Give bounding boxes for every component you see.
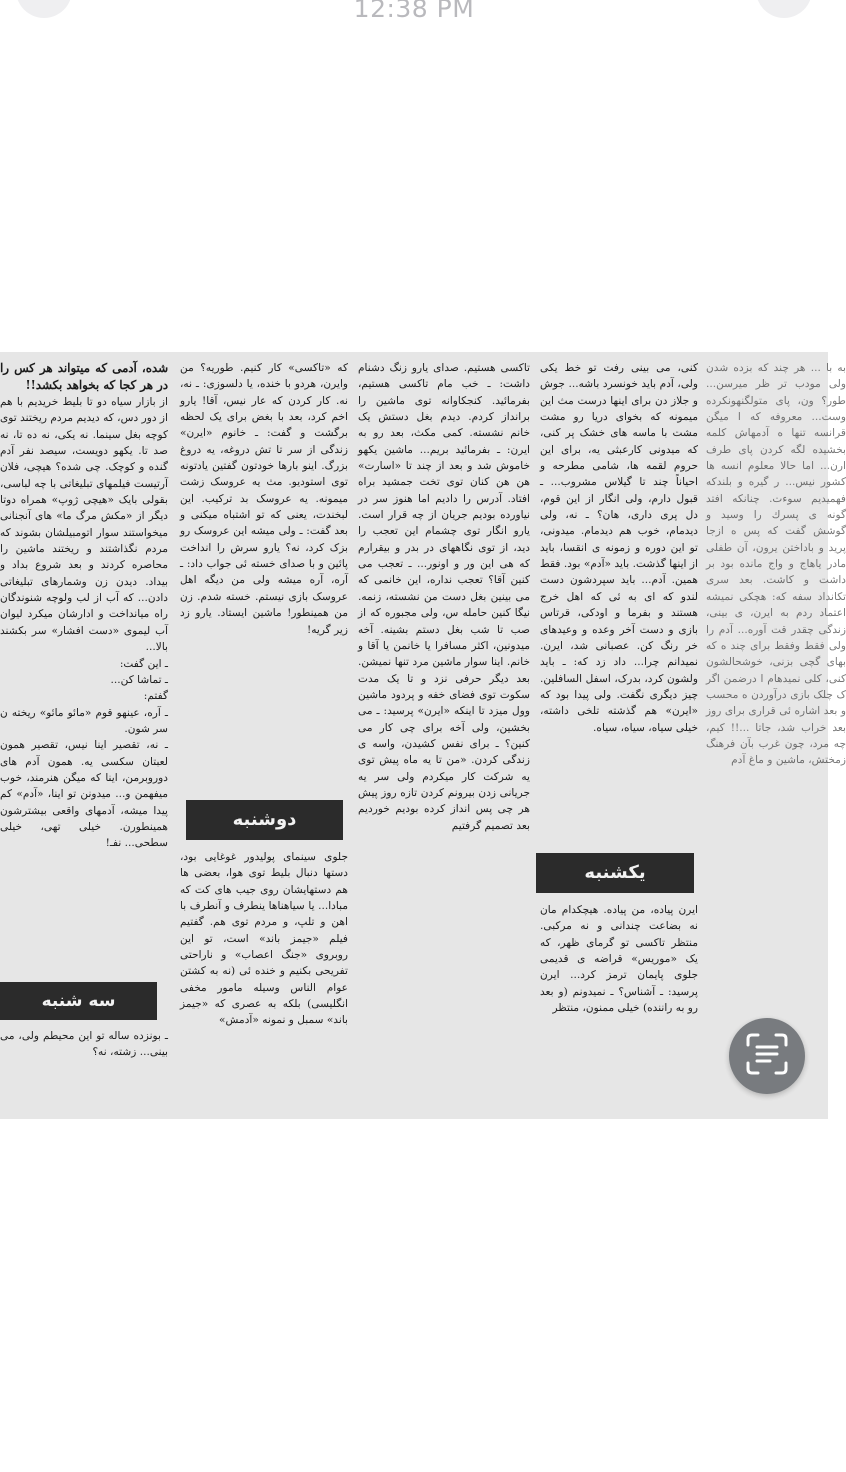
column-1-dialogue-4: ـ آره، عینهو قوم «مائو مائو» ریخته ن سر شون.: [0, 706, 168, 735]
column-5-text: به با ... هر چند که بزده شدن ولی مودب تر ظر میرسن... طور؟ ون، پای متولگنهونکرده وست... معروفه که ا میگن قرانسه تنها ه آدمهاش کلمه بخشیده لگه کردن پای طرف ارن... اما حالا معلوم انسه ها کشور نیس... ر گیره و بلندکه فهمیدیم سوءت. چنانکه افتد گونه ی پسرك را وسید و گوشش گفت که پس ه ازجا پرید و باداختن یرون، آن طفلی مادر یاهاج و واج مانده بود بر داشت و کاشت. بعد سری تکانداد سفه که: هچکی نمیشه اعتماد ردم به ایرن، ی بینی، زندگی چقدر قت آوره... آدم را ولی فقط وفقط برای چند ه که بهای گچی بزنی، خوشحالشون کنی، کلی نمیدهام ا درضمن اگر ک چلک بازی درآوردن ه محسب و بعد اشاره ئی قراری برای روز بعد خراب شد، جاتا ...!! کیم، چه مرد، چون غرب بآن فرهنگ زمختش، ماشین و ماغ آدم: [706, 362, 846, 767]
column-1-dialogue-3: گفتم:: [143, 690, 168, 703]
column-1-dialogue-2: ـ تماشا کن...: [110, 673, 168, 686]
article-column-4: [540, 360, 698, 847]
column-1-continued-text: ـ بونزده ساله تو این محیطم ولی، می بینی... زشته، نه؟: [0, 1030, 168, 1059]
status-time: 12:38 PM: [353, 0, 475, 23]
monday-heading: دوشنبه: [186, 800, 343, 840]
article-column-1: [0, 360, 168, 972]
text-recognition-icon: [744, 1031, 790, 1081]
column-1-text: از بازار سیاه دو تا بلیط خریدیم با هم از دور دس، که دیدیم مردم ریختند توی کوچه بغل سینما. نه یکی، نه ده تا، نه صد تا. یکهو دویست، سیصد نفر آدم گنده و کوچک. چی شده؟ هیچی، فلان آرتیست فیلمهای تبلیغاتی با چه لباسی، بقولی بایک «هیچی ژوپ» همراه دوتا دیگر از «مکش مرگ ما» های آنجنانی میخواستند سوار اتومبیلشان بشوند که مردم نگذاشتند و ریختند ماشین را محاصره کردند و بعد شروع بداد و بیداد. دیدن زن وشمارهای تبلیغاتی دادن... که آب از لب ولوچه شنوندگان راه میانداخت و ادارشان میکرد لیوان آب لیموی «دست افشار» سر بکشند بالا...: [0, 396, 168, 654]
column-4-continued-text: ایرن پیاده، من پیاده. هیچکدام مان نه بضاعت چندانی و نه مرکبی. منتظر تاکسی تو گرمای ظهر، که یک «موریس» قراضه ی قدیمی جلوی پایمان ترمز کرد... ایرن پرسید: ـ آشناس؟ ـ نمیدونم (و بعد رو به راننده) خیلی ممنون، منتظر: [540, 904, 698, 1015]
column-1-dialogue-5: ـ نه، تقصیر اینا نیس، تقصیر همون لعبتان سکسی یه. همون آدم های دوروبرمن، اینا که میگن هنرمند، خوب میفهمن و... میدونن تو اینا، «آدم» کم پیدا میشه، آدمهای واقعی بیشترشون همینطورن. خیلی تهی، خیلی سطحی... نفـ!: [0, 739, 168, 850]
column-3-text: تاکسی هستیم. صدای یارو زنگ دشنام داشت: ـ خب مام تاکسی هستیم، بفرمائید. کنجکاوانه توی ماشین را برانداز کردم. دیدم بغل دستش یک خانم نشسته. کمی مکث، بعد رو به ایرن: ـ بفرمائید بریم... ماشین یکهو خاموش شد و بعد از چند تا «اسارت» هن هن کنان توی تخت جمشید براه افتاد. آدرس را دادیم اما هنوز سر در نیاورده بودیم جریان از چه قرار است. یارو انگار توی چشمام این تعجب را دید، از توی نگاههای در بدر و بیقرارم که هی این ور و اونور... ـ تعجب می کنین آقا؟ تعجب نداره، این خانمی که می بینین بغل دست من نشسته، زنمه. نیگا کنین حامله س، ولی مجبوره که از صب تا شب بغل دستم بشینه. آخه میدونین، اکثر مسافرا یا خانمن یا آقا و خانم. اینا سوار ماشین مرد تنها نمیشن. بعد دیگر حرفی نزد و تا یک مدت سکوت توی فضای خفه و پردود ماشین وول میزد تا اینکه «ایرن» پرسید: ـ می بخشین، ولی آخه برای چی کار می کنین؟ ـ برای نفس کشیدن، واسه ی زندگی کردن. «من تا یه ماه پیش توی یه شرکت کار میکردم ولی سر یه جریانی زدن بیرونم کردن تازه روز پیش هر چی پس انداز کرده بودیم خوردیم بعد تصمیم گرفتیم: [358, 362, 530, 832]
column-4-text: کنی، می بینی رفت تو خط یکی ولی، آدم باید خونسرد باشه... جوش و جلاز دن برای اینها درست مث این میمونه که بخوای دریا رو مشت مشت با ماسه های خشک پر کنی، که میدونی کارعبثی یه، برای این حروم لقمه ها، شامی مطرحه و احیاناً چند تا گیلاس مشروب... ـ قبول دارم، ولی انگار از این قوم، دل پری داری، هان؟ ـ نه، ولی دیدمام، خوب هم دیدمام. میدونی، تو این دوره و زمونه ی انقسا، باید از اینها گذشت. باید «آدم» بود. فقط همین. آدم... باید سپردشون دست لندو که ای به ئی که اهل خرج هستند و بفرما و اودکی، قرتاس بازی و دست آخر وعده و وعیدهای خر رنگ کن. عصبانی شد، ایرن. نمیدانم چرا... داد زد که: ـ باید ولشون کرد، بدرک، اسفل السافلین. چیز دیگری نگفت. ولی پیدا بود که «ایرن» هم گذشته تلخی داشته، خیلی سیاه، سیاه، سیاه.: [540, 362, 698, 734]
column-1-dialogue-1: ـ این گفت:: [119, 657, 168, 670]
article-column-2: [180, 360, 348, 792]
sunday-heading: یکشنبه: [536, 853, 694, 893]
column-1-headline: شده، آدمی که میتواند هر کس را در هر کجا که بخواهد بکشد!!: [0, 361, 168, 392]
article-column-5: [706, 360, 846, 1113]
tuesday-heading: سه شنبه: [0, 982, 157, 1020]
column-2-continued-text: جلوی سینمای پولیدور غوغایی بود، دستها دنبال بلیط توی هوا، بعضی ها هم دستهایشان روی جیب های کت که مبادا... یا سیاهناها ینطرف و آنطرف با اهن و تلپ، و مردم توی هم. گفتیم فیلم «جیمز باند» است، تو این روبروی «جنگ اعصاب» و ناراحتی تفریحی بکنیم و خنده ئی (نه به کشتن عوام الناس وسیله مامور مخفی انگلیسی) بلکه به عصری که «جیمز باند» سمبل و نمونه «آدمش»: [180, 851, 348, 1027]
status-bar: [0, 0, 828, 44]
column-2-text: که «تاکسی» کار کنیم. طوریه؟ من وایرن، هردو با خنده، یا دلسوزی: ـ نه، نه. کار کردن که عار نیس، آقا! یارو اخم کرد، بعد با بغض برای یک لحظه برگشت و گفت: ـ خانوم «ایرن» زندگی از سر تا تش دروغه، یه دروغ بزرگ. اینو بارها خودتون گفتین یادتونه توی استودیو. مث یه عروسک زشت میمونه. یه عروسک بد ترکیب. این لبخندت، یعنی که تو اشتباه میکنی و بعد گفت: ـ ولی میشه این عروسک رو بزک کرد، نه؟ یارو سرش را انداخت پائین و با صدای خسته ئی جواب داد: ـ آره، آره میشه ولی من دیگه اهل عروسک بازی نیستم. خسته شدم. زن من همینطور! ماشین ایستاد. یارو زد زیر گریه!: [180, 362, 348, 636]
article-column-3: [358, 360, 530, 1113]
text-recognition-button[interactable]: [729, 1018, 805, 1094]
scanned-newspaper-page[interactable]: [0, 352, 846, 1119]
